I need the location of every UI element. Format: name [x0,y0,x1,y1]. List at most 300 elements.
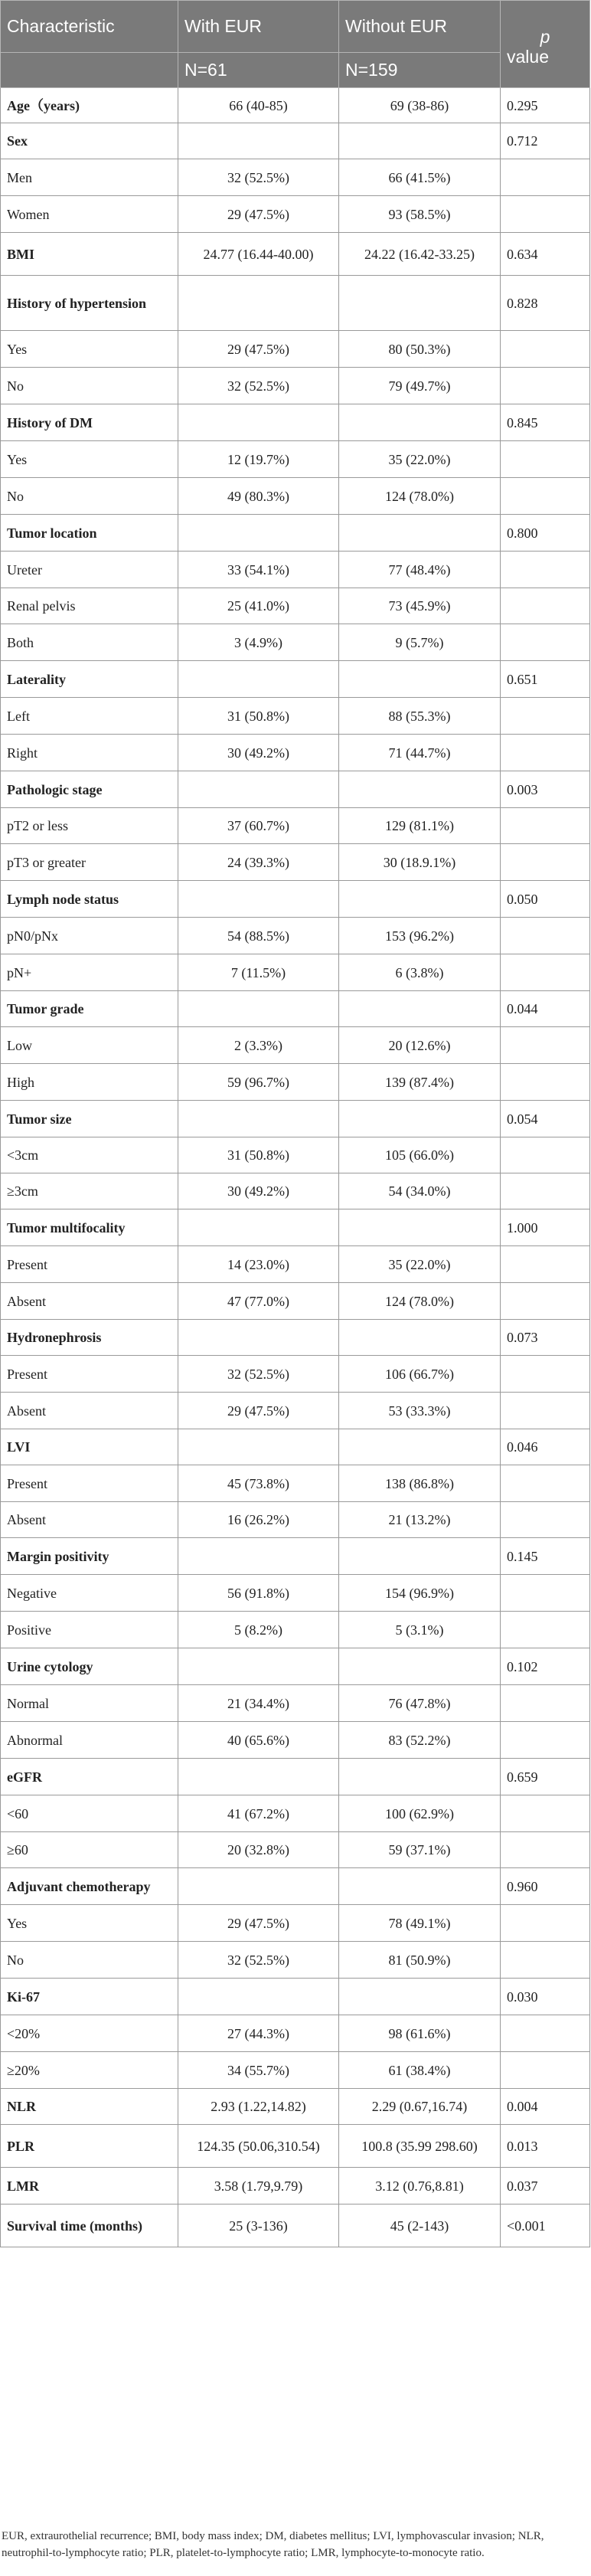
p-value [501,1173,590,1209]
table-row-category [1,661,590,698]
p-value: 0.073 [501,1320,590,1356]
p-value: 0.004 [501,2089,590,2125]
with-eur-value: 31 (50.8%) [178,1137,339,1173]
header-characteristic: Characteristic [1,1,178,53]
p-value [501,2015,590,2052]
without-eur-value: 100.8 (35.99 298.60) [339,2125,501,2168]
p-value [501,331,590,368]
with-eur-value: 32 (52.5%) [178,159,339,196]
row-label: Negative [1,1575,178,1612]
table-row [1,698,590,735]
table-row-category [1,1868,590,1905]
p-value [501,844,590,881]
table-row [1,1356,590,1393]
row-label: Positive [1,1612,178,1648]
without-eur-value: 5 (3.1%) [339,1612,501,1648]
with-eur-value: 124.35 (50.06,310.54) [178,2125,339,2168]
p-value [501,735,590,771]
header-p-value-word: value [507,46,549,67]
table-row-category [1,1979,590,2015]
row-label: Present [1,1246,178,1283]
row-label: Abnormal [1,1722,178,1759]
table-row [1,1575,590,1612]
without-eur-value: 45 (2-143) [339,2204,501,2247]
without-eur-value: 20 (12.6%) [339,1027,501,1064]
table-row [1,1283,590,1320]
table-row-category [1,1759,590,1795]
row-label: pN+ [1,954,178,991]
table-row [1,844,590,881]
table-row [1,1905,590,1942]
row-label: Absent [1,1283,178,1320]
without-eur-value: 66 (41.5%) [339,159,501,196]
with-eur-value [178,771,339,808]
header-row [1,1,590,53]
table-row [1,552,590,588]
without-eur-value [339,1429,501,1465]
row-label: Ureter [1,552,178,588]
table-row [1,735,590,771]
without-eur-value: 106 (66.7%) [339,1356,501,1393]
table-row-category [1,88,590,123]
without-eur-value [339,1648,501,1685]
table-row-category [1,991,590,1027]
without-eur-value: 76 (47.8%) [339,1685,501,1722]
with-eur-value [178,515,339,552]
with-eur-value: 29 (47.5%) [178,196,339,233]
table-row [1,624,590,661]
with-eur-value: 49 (80.3%) [178,478,339,515]
p-value: 0.102 [501,1648,590,1685]
without-eur-value [339,1101,501,1137]
with-eur-value: 40 (65.6%) [178,1722,339,1759]
row-label: History of DM [1,404,178,441]
with-eur-value: 29 (47.5%) [178,331,339,368]
header-blank [1,53,178,88]
row-label: Ki-67 [1,1979,178,2015]
row-label: ≥3cm [1,1173,178,1209]
p-value: 0.800 [501,515,590,552]
row-label: NLR [1,2089,178,2125]
p-value [501,624,590,661]
with-eur-value: 3.58 (1.79,9.79) [178,2168,339,2204]
without-eur-value: 138 (86.8%) [339,1465,501,1502]
row-label: pT2 or less [1,808,178,844]
p-value [501,1137,590,1173]
with-eur-value [178,404,339,441]
p-value: <0.001 [501,2204,590,2247]
without-eur-value [339,661,501,698]
with-eur-value: 66 (40-85) [178,88,339,123]
row-label: Tumor multifocality [1,1209,178,1246]
without-eur-value: 105 (66.0%) [339,1137,501,1173]
p-value [501,954,590,991]
p-value [501,698,590,735]
table-row-category [1,2125,590,2168]
with-eur-value [178,1101,339,1137]
with-eur-value [178,661,339,698]
p-value [501,159,590,196]
row-label: LVI [1,1429,178,1465]
p-value [501,2052,590,2089]
with-eur-value: 27 (44.3%) [178,2015,339,2052]
with-eur-value: 32 (52.5%) [178,368,339,404]
without-eur-value: 129 (81.1%) [339,808,501,844]
with-eur-value: 3 (4.9%) [178,624,339,661]
p-value [501,1027,590,1064]
row-label: Tumor grade [1,991,178,1027]
table-row [1,1393,590,1429]
table-row [1,1685,590,1722]
p-value [501,1575,590,1612]
table-row [1,331,590,368]
without-eur-value: 100 (62.9%) [339,1795,501,1832]
table-row [1,196,590,233]
row-label: No [1,1942,178,1979]
table-row-category [1,2204,590,2247]
row-label: No [1,368,178,404]
row-label: Absent [1,1393,178,1429]
row-label: Sex [1,123,178,159]
with-eur-value [178,1209,339,1246]
p-value [501,808,590,844]
table-row [1,368,590,404]
row-label: Men [1,159,178,196]
table-row [1,1612,590,1648]
without-eur-value [339,1320,501,1356]
p-value: 0.044 [501,991,590,1027]
table-row-category [1,276,590,331]
p-value: 0.659 [501,1759,590,1795]
table-row [1,808,590,844]
p-value [501,1832,590,1868]
row-label: No [1,478,178,515]
row-label: Yes [1,331,178,368]
without-eur-value [339,881,501,918]
row-label: Right [1,735,178,771]
without-eur-value: 79 (49.7%) [339,368,501,404]
p-value [501,1246,590,1283]
without-eur-value [339,1979,501,2015]
header-p-value [501,1,590,88]
without-eur-value [339,1538,501,1575]
with-eur-value: 34 (55.7%) [178,2052,339,2089]
row-label: Margin positivity [1,1538,178,1575]
row-label: Tumor location [1,515,178,552]
without-eur-value: 35 (22.0%) [339,1246,501,1283]
p-value [501,441,590,478]
row-label: LMR [1,2168,178,2204]
p-value: 0.634 [501,233,590,276]
row-label: Yes [1,441,178,478]
with-eur-value: 14 (23.0%) [178,1246,339,1283]
without-eur-value [339,276,501,331]
with-eur-value: 47 (77.0%) [178,1283,339,1320]
without-eur-value: 77 (48.4%) [339,552,501,588]
table-row [1,1942,590,1979]
row-label: pT3 or greater [1,844,178,881]
p-value [501,1795,590,1832]
table-body [1,88,590,2247]
with-eur-value: 20 (32.8%) [178,1832,339,1868]
without-eur-value: 83 (52.2%) [339,1722,501,1759]
table-row-category [1,1209,590,1246]
table-row [1,2015,590,2052]
without-eur-value: 124 (78.0%) [339,478,501,515]
without-eur-value: 81 (50.9%) [339,1942,501,1979]
with-eur-value: 2.93 (1.22,14.82) [178,2089,339,2125]
without-eur-value: 21 (13.2%) [339,1502,501,1538]
p-value [501,196,590,233]
p-value [501,918,590,954]
table-row-category [1,233,590,276]
table-row [1,588,590,624]
with-eur-value: 41 (67.2%) [178,1795,339,1832]
with-eur-value [178,1979,339,2015]
row-label: Hydronephrosis [1,1320,178,1356]
without-eur-value: 88 (55.3%) [339,698,501,735]
p-value [501,1942,590,1979]
table-row [1,1502,590,1538]
with-eur-value: 31 (50.8%) [178,698,339,735]
p-value [501,1502,590,1538]
without-eur-value [339,1759,501,1795]
row-label: Low [1,1027,178,1064]
p-value [501,552,590,588]
row-label: Laterality [1,661,178,698]
with-eur-value [178,276,339,331]
row-label: Adjuvant chemotherapy [1,1868,178,1905]
row-label: Survival time (months) [1,2204,178,2247]
with-eur-value [178,1648,339,1685]
without-eur-value: 98 (61.6%) [339,2015,501,2052]
table-row-category [1,123,590,159]
p-value [501,368,590,404]
p-value [501,1064,590,1101]
row-label: Absent [1,1502,178,1538]
with-eur-value [178,1868,339,1905]
with-eur-value: 2 (3.3%) [178,1027,339,1064]
without-eur-value: 6 (3.8%) [339,954,501,991]
table-row [1,1137,590,1173]
p-value: 0.651 [501,661,590,698]
row-label: Left [1,698,178,735]
with-eur-value: 30 (49.2%) [178,1173,339,1209]
table-row [1,1173,590,1209]
table-row [1,159,590,196]
table-row [1,2052,590,2089]
without-eur-value [339,771,501,808]
row-label: PLR [1,2125,178,2168]
p-value: 0.013 [501,2125,590,2168]
table-row-category [1,1538,590,1575]
p-value [501,588,590,624]
with-eur-value [178,1320,339,1356]
with-eur-value: 32 (52.5%) [178,1356,339,1393]
with-eur-value: 5 (8.2%) [178,1612,339,1648]
p-value [501,1685,590,1722]
p-value: 0.046 [501,1429,590,1465]
with-eur-value: 25 (3-136) [178,2204,339,2247]
p-value [501,1283,590,1320]
row-label: Women [1,196,178,233]
row-label: pN0/pNx [1,918,178,954]
with-eur-value: 37 (60.7%) [178,808,339,844]
without-eur-value [339,123,501,159]
with-eur-value: 16 (26.2%) [178,1502,339,1538]
row-label: History of hypertension [1,276,178,331]
p-value: 0.295 [501,88,590,123]
table-row-category [1,2168,590,2204]
without-eur-value [339,991,501,1027]
table-row [1,1832,590,1868]
without-eur-value: 71 (44.7%) [339,735,501,771]
table-row [1,1246,590,1283]
without-eur-value: 93 (58.5%) [339,196,501,233]
row-label: High [1,1064,178,1101]
with-eur-value: 45 (73.8%) [178,1465,339,1502]
row-label: <20% [1,2015,178,2052]
without-eur-value: 80 (50.3%) [339,331,501,368]
row-label: eGFR [1,1759,178,1795]
header-with-eur: With EUR [178,1,339,53]
row-label: Renal pelvis [1,588,178,624]
table-row-category [1,2089,590,2125]
with-eur-value: 54 (88.5%) [178,918,339,954]
header-without-eur: Without EUR [339,1,501,53]
table-row [1,1795,590,1832]
p-value [501,478,590,515]
row-label: BMI [1,233,178,276]
p-value [501,1356,590,1393]
row-label: <3cm [1,1137,178,1173]
with-eur-value: 24.77 (16.44-40.00) [178,233,339,276]
with-eur-value [178,991,339,1027]
p-value: 0.050 [501,881,590,918]
header-p-letter: p [540,26,550,47]
with-eur-value: 12 (19.7%) [178,441,339,478]
without-eur-value: 61 (38.4%) [339,2052,501,2089]
with-eur-value [178,1538,339,1575]
with-eur-value: 59 (96.7%) [178,1064,339,1101]
p-value: 0.030 [501,1979,590,2015]
row-label: ≥60 [1,1832,178,1868]
row-label: Both [1,624,178,661]
without-eur-value [339,1868,501,1905]
p-value [501,1465,590,1502]
p-value [501,1905,590,1942]
without-eur-value: 139 (87.4%) [339,1064,501,1101]
with-eur-value: 30 (49.2%) [178,735,339,771]
row-label: Normal [1,1685,178,1722]
table-footnote: EUR, extraurothelial recurrence; BMI, body mass index; DM, diabetes mellitus; LVI, lymphovascular invasion; NLR, neutrophil-to-lymphocyte ratio; PLR, platelet-to-lymphocyte ratio; LMR, lymphocyte-to-monocyte ratio. [2,2530,544,2559]
with-eur-value: 24 (39.3%) [178,844,339,881]
with-eur-value: 25 (41.0%) [178,588,339,624]
row-label: ≥20% [1,2052,178,2089]
table-row [1,918,590,954]
without-eur-value: 24.22 (16.42-33.25) [339,233,501,276]
row-label: <60 [1,1795,178,1832]
table-row-category [1,1429,590,1465]
without-eur-value: 30 (18.9.1%) [339,844,501,881]
with-eur-value: 7 (11.5%) [178,954,339,991]
header-n-with: N=61 [178,53,339,88]
without-eur-value: 2.29 (0.67,16.74) [339,2089,501,2125]
with-eur-value: 29 (47.5%) [178,1905,339,1942]
table-row [1,1027,590,1064]
without-eur-value [339,1209,501,1246]
row-label: Yes [1,1905,178,1942]
without-eur-value: 78 (49.1%) [339,1905,501,1942]
without-eur-value: 35 (22.0%) [339,441,501,478]
row-label: Present [1,1356,178,1393]
row-label: Tumor size [1,1101,178,1137]
p-value: 0.712 [501,123,590,159]
table-row [1,954,590,991]
with-eur-value [178,1429,339,1465]
without-eur-value: 153 (96.2%) [339,918,501,954]
p-value [501,1722,590,1759]
p-value: 0.037 [501,2168,590,2204]
without-eur-value: 9 (5.7%) [339,624,501,661]
p-value [501,1393,590,1429]
table-row [1,441,590,478]
with-eur-value [178,1759,339,1795]
p-value: 0.828 [501,276,590,331]
p-value: 0.145 [501,1538,590,1575]
table-row [1,1064,590,1101]
with-eur-value [178,123,339,159]
p-value: 1.000 [501,1209,590,1246]
table-row-category [1,1320,590,1356]
table-row-category [1,515,590,552]
row-label: Pathologic stage [1,771,178,808]
table-row [1,1465,590,1502]
table-row [1,478,590,515]
table-row-category [1,771,590,808]
table-row [1,1722,590,1759]
p-value: 0.960 [501,1868,590,1905]
row-label: Urine cytology [1,1648,178,1685]
table-row-category [1,404,590,441]
without-eur-value: 54 (34.0%) [339,1173,501,1209]
without-eur-value: 53 (33.3%) [339,1393,501,1429]
without-eur-value: 154 (96.9%) [339,1575,501,1612]
p-value: 0.845 [501,404,590,441]
row-label: Lymph node status [1,881,178,918]
without-eur-value: 59 (37.1%) [339,1832,501,1868]
with-eur-value: 56 (91.8%) [178,1575,339,1612]
row-label: Present [1,1465,178,1502]
without-eur-value: 3.12 (0.76,8.81) [339,2168,501,2204]
p-value: 0.003 [501,771,590,808]
without-eur-value [339,404,501,441]
with-eur-value [178,881,339,918]
with-eur-value: 32 (52.5%) [178,1942,339,1979]
with-eur-value: 21 (34.4%) [178,1685,339,1722]
without-eur-value: 124 (78.0%) [339,1283,501,1320]
table-row-category [1,1648,590,1685]
with-eur-value: 29 (47.5%) [178,1393,339,1429]
table-row-category [1,881,590,918]
header-n-without: N=159 [339,53,501,88]
without-eur-value [339,515,501,552]
without-eur-value: 73 (45.9%) [339,588,501,624]
row-label: Age（years) [1,88,178,123]
table-row-category [1,1101,590,1137]
with-eur-value: 33 (54.1%) [178,552,339,588]
p-value [501,1612,590,1648]
